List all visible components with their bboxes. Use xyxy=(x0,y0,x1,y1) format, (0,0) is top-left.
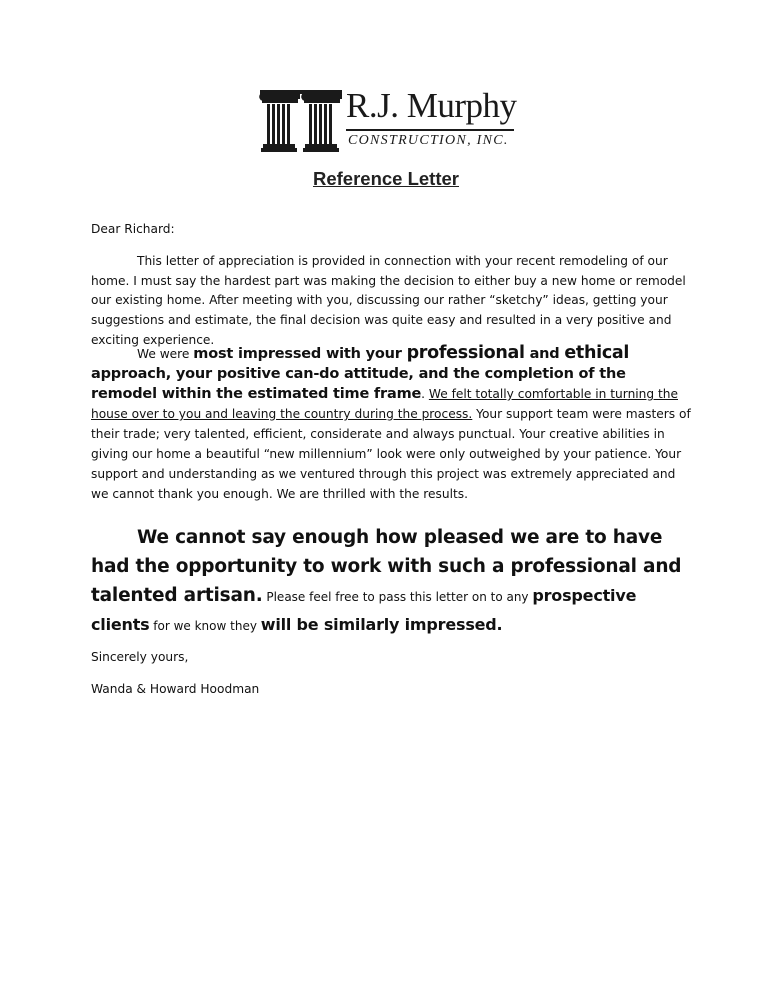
praise-emphasis-1: most impressed with your xyxy=(193,346,407,362)
praise-emphasis-and: and xyxy=(524,346,565,362)
praise-emphasis-2: approach, your positive can-do attitude, and the completion of the remodel within the estimated time frame xyxy=(91,366,626,402)
letterhead-rule xyxy=(346,129,514,131)
company-name: R.J. Murphy xyxy=(346,86,517,125)
praise-text-lead: We were xyxy=(137,347,194,361)
column-pillars-icon xyxy=(258,90,344,152)
signature: Wanda & Howard Hoodman xyxy=(91,682,260,696)
praise-text-rest: Your support team were masters of their trade; very talented, efficient, considerate and always punctual. Your creative abilities in giving our home a beautiful “new millennium” look were only outweighed by your patience. Your support and understanding as we ventured through this project was extremely appreciated and we cannot thank you enough. We are thrilled with the results. xyxy=(91,407,691,501)
paragraph-recommendation xyxy=(91,524,691,640)
paragraph-praise xyxy=(91,343,691,504)
closing: Sincerely yours, xyxy=(91,650,189,664)
recommendation-headline: We cannot say enough how pleased we are to have had the opportunity to work with such a professional and talented artisan. xyxy=(91,527,682,606)
praise-emphasis-ethical: ethical xyxy=(564,343,630,363)
praise-text-period: . xyxy=(421,387,429,401)
recommendation-emphasis-impressed: will be similarly impressed. xyxy=(260,615,503,634)
praise-underlined: We felt totally comfortable in turning the house over to you and leaving the country during the process. xyxy=(91,387,679,421)
company-logo xyxy=(258,86,520,156)
document-title: Reference Letter xyxy=(312,168,459,189)
paragraph-intro: This letter of appreciation is provided in connection with your recent remodeling of our home. I must say the hardest part was making the decision to either buy a new home or remodel our existing home. After meeting with you, discussing our rather “sketchy” ideas, getting your suggestions and estimate, the final decision was quite easy and resulted in a very positive and exciting experience. xyxy=(91,254,686,347)
recommendation-text-2: for we know they xyxy=(149,619,261,633)
recommendation-text-1: Please feel free to pass this letter on to any xyxy=(262,590,533,604)
company-subtitle: CONSTRUCTION, INC. xyxy=(348,133,509,148)
praise-emphasis-professional: professional xyxy=(406,343,525,363)
recommendation-emphasis-clients: prospective clients xyxy=(91,586,637,634)
salutation: Dear Richard: xyxy=(91,222,175,236)
